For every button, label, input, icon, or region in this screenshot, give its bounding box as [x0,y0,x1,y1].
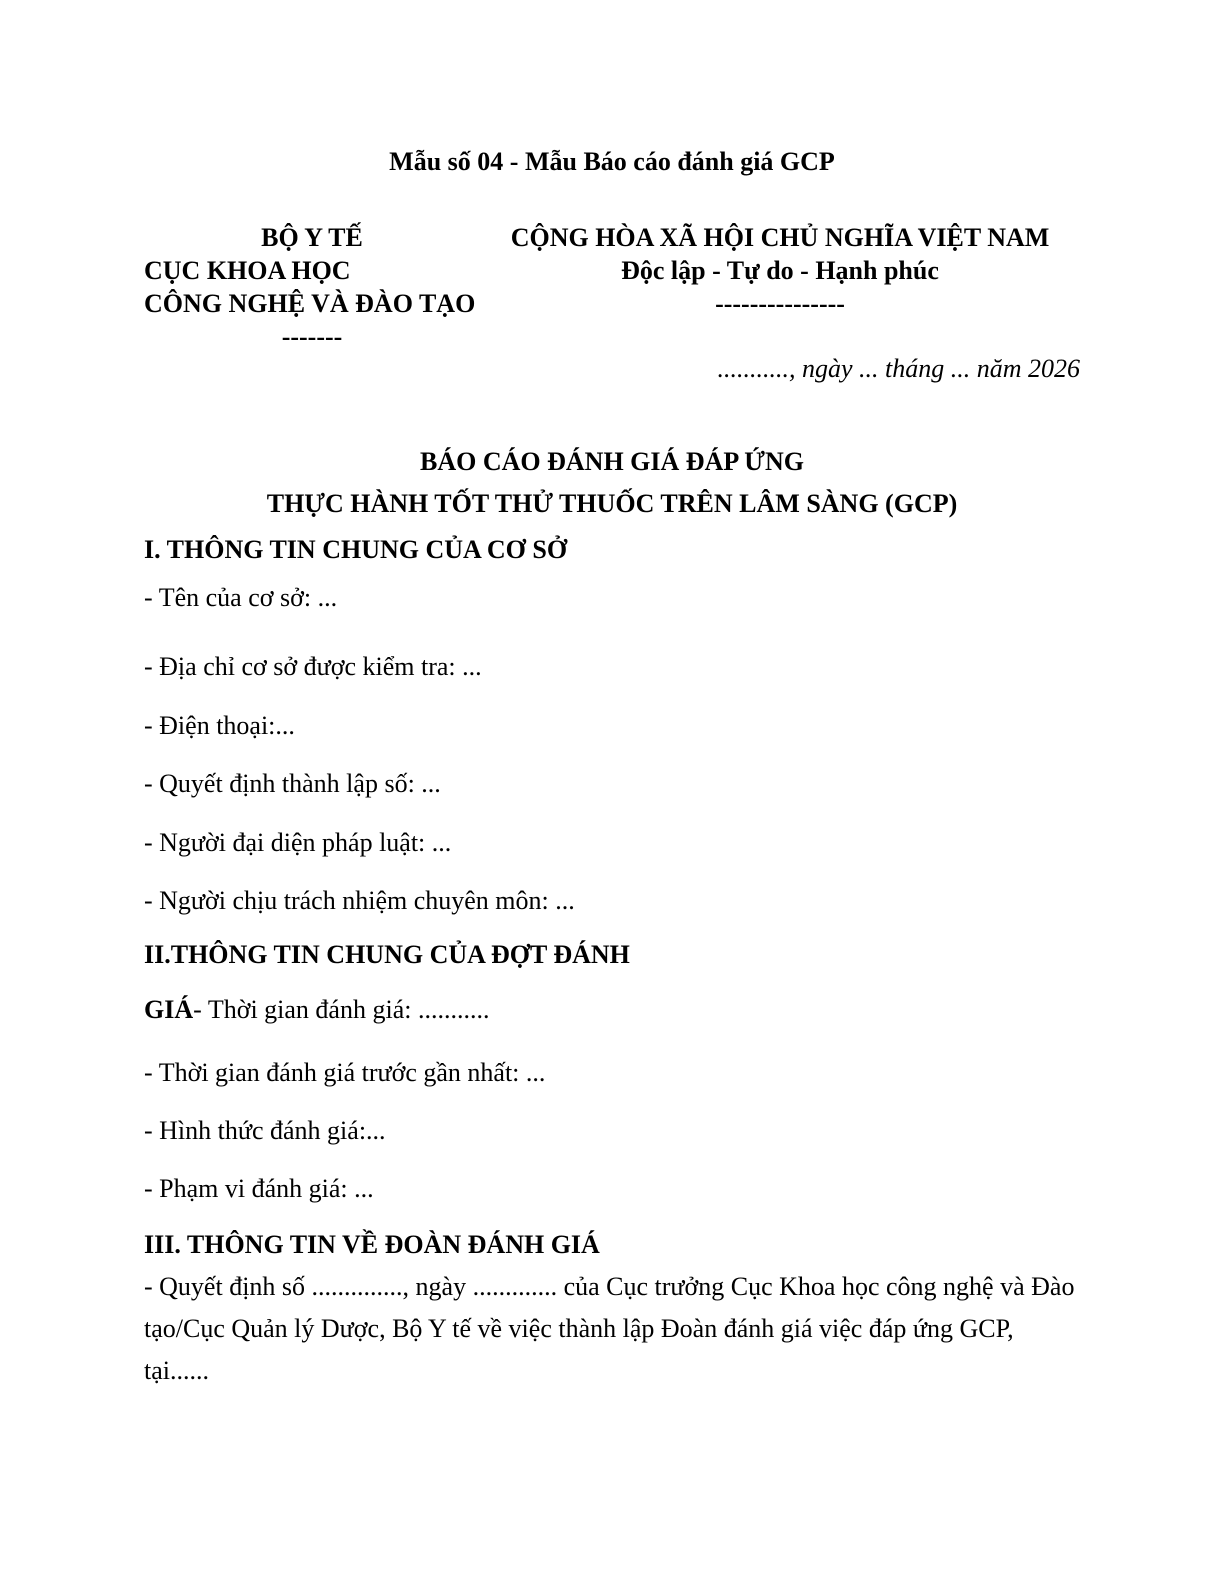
field-facility-address: - Địa chỉ cơ sở được kiểm tra: ... [144,652,482,681]
issuing-agency-block [144,221,480,353]
ministry-name: BỘ Y TẾ [261,223,363,252]
field-legal-representative: - Người đại diện pháp luật: ... [144,828,452,857]
form-number-title: Mẫu số 04 - Mẫu Báo cáo đánh giá GCP [389,147,835,176]
document-content [144,146,1080,1392]
motto-divider: --------------- [715,289,845,318]
report-title-line1: BÁO CÁO ĐÁNH GIÁ ĐÁP ỨNG [420,447,804,476]
field-evaluation-form: - Hình thức đánh giá:... [144,1116,386,1145]
national-header [144,221,1080,353]
field-facility-name: - Tên của cơ sở: ... [144,583,338,612]
place-date-line: ..........., ngày ... tháng ... năm 2026 [717,354,1080,383]
country-name: CỘNG HÒA XÃ HỘI CHỦ NGHĨA VIỆT NAM [510,223,1050,252]
report-title-line2: THỰC HÀNH TỐT THỬ THUỐC TRÊN LÂM SÀNG (GCP) [266,489,958,518]
field-previous-evaluation-time: - Thời gian đánh giá trước gần nhất: ... [144,1058,546,1087]
field-evaluation-scope: - Phạm vi đánh giá: ... [144,1174,374,1203]
agency-name-line1: CỤC KHOA HỌC [144,256,351,285]
section3-heading: III. THÔNG TIN VỀ ĐOÀN ĐÁNH GIÁ [144,1230,600,1259]
national-motto-block [480,221,1080,320]
agency-divider: ------- [281,322,343,351]
national-motto: Độc lập - Tự do - Hạnh phúc [621,256,939,285]
field-evaluation-time [144,994,1080,1025]
agency-name-line2: CÔNG NGHỆ VÀ ĐÀO TẠO [144,289,476,318]
field-professional-responsible-person: - Người chịu trách nhiệm chuyên môn: ... [144,886,575,915]
section2-heading: II.THÔNG TIN CHUNG CỦA ĐỢT ĐÁNH [144,940,630,969]
section2-heading-tail: GIÁ [144,995,194,1024]
evaluation-team-decision-paragraph: - Quyết định số .............., ngày ............. của Cục trưởng Cục Khoa học công nghệ và Đào tạo/Cục Quản lý Dược, Bộ Y tế về việc thành lập Đoàn đánh giá việc đáp ứng GCP, tại...... [144,1272,1075,1385]
field-establishment-decision: - Quyết định thành lập số: ... [144,769,441,798]
field-phone: - Điện thoại:... [144,711,295,740]
section1-heading: I. THÔNG TIN CHUNG CỦA CƠ SỞ [144,535,568,564]
field-evaluation-time-text: - Thời gian đánh giá: ........... [193,995,490,1024]
